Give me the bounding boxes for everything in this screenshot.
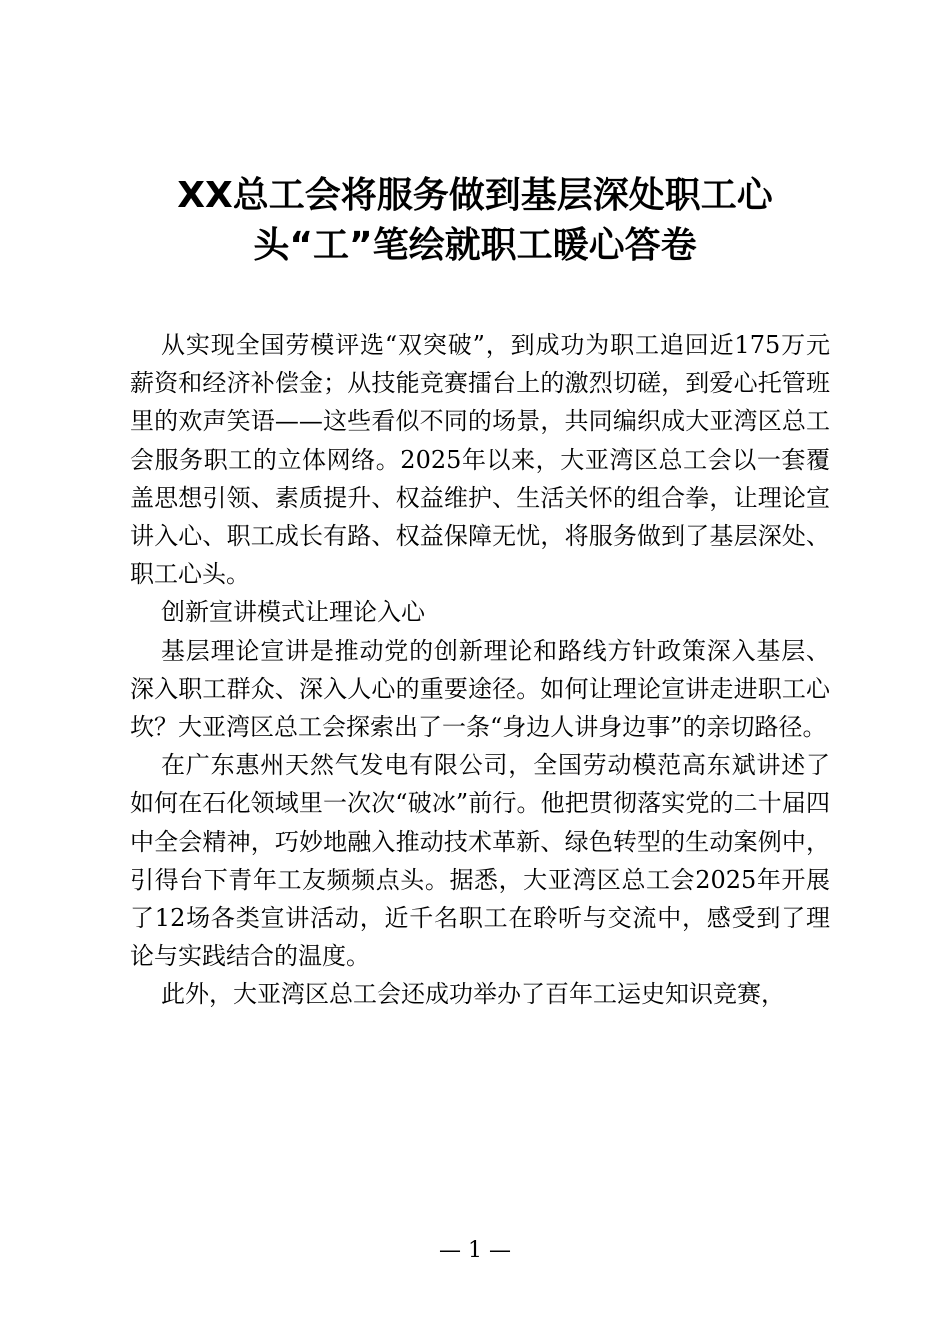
paragraph-knowledge-contest: 此外，大亚湾区总工会还成功举办了百年工运史知识竞赛， [161, 980, 785, 1009]
paragraph-model-worker-talk: 在广东惠州天然气发电有限公司，全国劳动模范高东斌讲述了如何在石化领域里一次次“破冰”前行。他把贯彻落实党的二十届四中全会精神，巧妙地融入推动技术革新、绿色转型的生动案例中，引得台下青年工友频频点头。据悉，大亚湾区总工会2025年开展了12场各类宣讲活动，近千名职工在聆听与交流中，感受到了理论与实践结合的温度。 [130, 751, 830, 971]
paragraph-theory-outreach: 基层理论宣讲是推动党的创新理论和路线方针政策深入基层、深入职工群众、深入人心的重要途径。如何让理论宣讲走进职工心坎？大亚湾区总工会探索出了一条“身边人讲身边事”的亲切路径。 [130, 636, 830, 742]
document-title-line-2: 头“工”笔绘就职工暖心答卷 [253, 225, 697, 266]
paragraph-intro: 从实现全国劳模评选“双突破”，到成功为职工追回近175万元薪资和经济补偿金；从技能竞赛擂台上的激烈切磋，到爱心托管班里的欢声笑语——这些看似不同的场景，共同编织成大亚湾区总工会服务职工的立体网络。2025年以来，大亚湾区总工会以一套覆盖思想引领、素质提升、权益维护、生活关怀的组合拳，让理论宣讲入心、职工成长有路、权益保障无忧，将服务做到了基层深处、职工心头。 [130, 331, 830, 589]
document-title-line-1: XX总工会将服务做到基层深处职工心 [177, 175, 773, 216]
section-heading: 创新宣讲模式让理论入心 [161, 598, 425, 627]
page-number: — 1 — [439, 1238, 511, 1263]
document-body [130, 326, 830, 1014]
